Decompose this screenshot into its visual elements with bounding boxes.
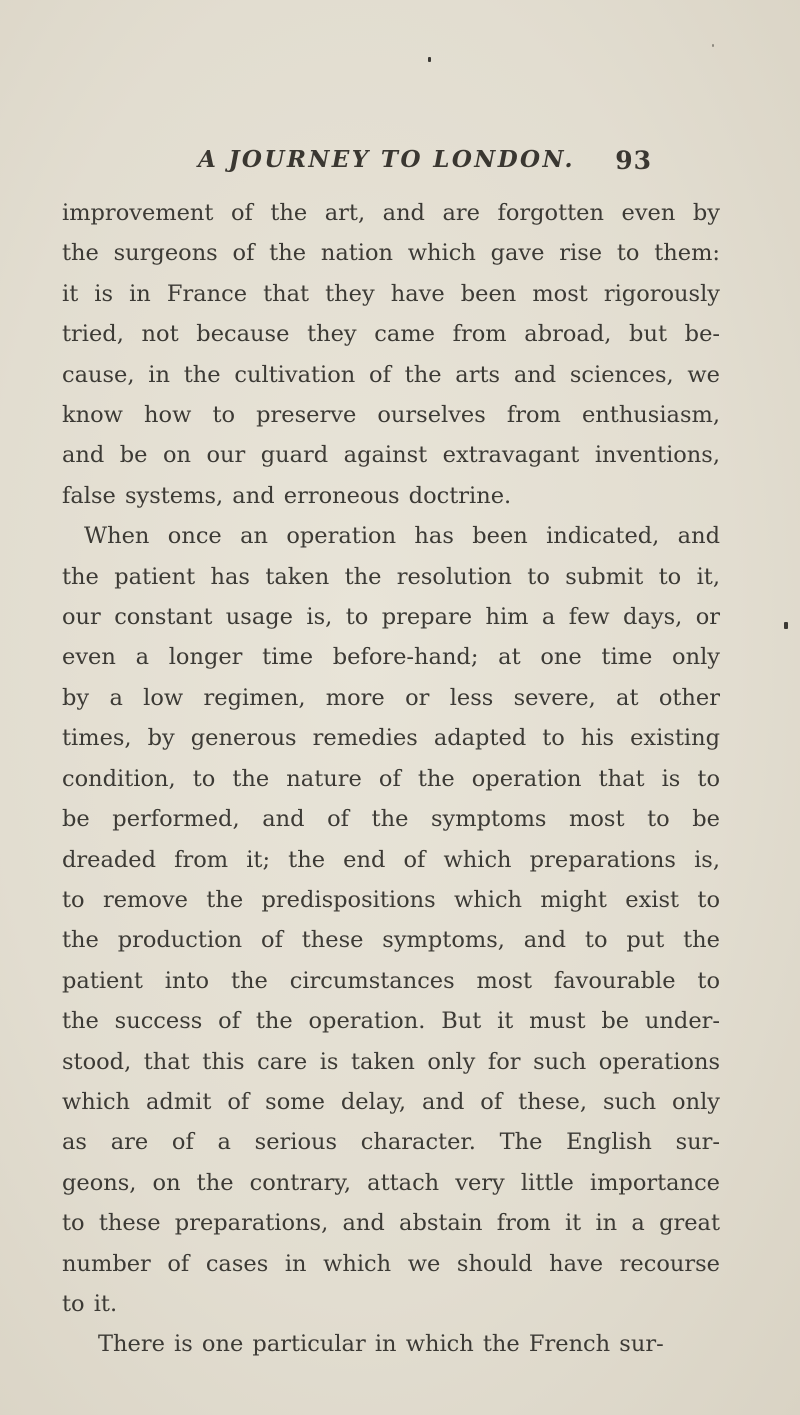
text-line: by a low regimen, more or less severe, at other — [62, 684, 720, 711]
text-line: There is one particular in which the French sur- — [98, 1331, 664, 1358]
text-line: the success of the operation. But it must be under- — [62, 1008, 720, 1035]
text-line: which admit of some delay, and of these, such only — [62, 1088, 720, 1115]
paragraph-2 — [62, 516, 720, 1324]
text-line: When once an operation has been indicated, and — [84, 523, 720, 550]
paper-speck — [784, 622, 788, 629]
text-line: know how to preserve ourselves from enthusiasm, — [62, 402, 720, 429]
text-line: it is in France that they have been most rigorously — [62, 280, 720, 307]
text-line: be performed, and of the symptoms most to be — [62, 806, 720, 833]
text-line: the surgeons of the nation which gave rise to them: — [62, 240, 720, 267]
text-line: dreaded from it; the end of which preparations is, — [62, 846, 720, 873]
text-line: the production of these symptoms, and to put the — [62, 927, 720, 954]
paper-speck — [712, 44, 714, 47]
text-line: times, by generous remedies adapted to his existing — [62, 725, 720, 752]
text-line: false systems, and erroneous doctrine. — [62, 482, 512, 509]
text-line: tried, not because they came from abroad, but be- — [62, 321, 720, 348]
text-line: to it. — [62, 1290, 118, 1317]
text-line: condition, to the nature of the operation that is to — [62, 765, 720, 792]
text-line: even a longer time before-hand; at one time only — [62, 644, 720, 671]
text-line: geons, on the contrary, attach very little importance — [62, 1169, 720, 1196]
body-text — [62, 193, 720, 1365]
text-line: improvement of the art, and are forgotten even by — [62, 200, 720, 226]
text-line: patient into the circumstances most favourable to — [62, 967, 720, 994]
paragraph-3 — [62, 1324, 720, 1364]
text-line: the patient has taken the resolution to submit to it, — [62, 563, 720, 590]
running-title: A JOURNEY TO LONDON. — [198, 146, 575, 173]
text-line: cause, in the cultivation of the arts and sciences, we — [62, 361, 720, 388]
text-line: number of cases in which we should have recourse — [62, 1250, 720, 1277]
text-line: as are of a serious character. The English sur- — [62, 1129, 720, 1156]
text-line: to remove the predispositions which might exist to — [62, 886, 720, 913]
paragraph-1 — [62, 193, 720, 516]
text-line: to these preparations, and abstain from it in a great — [62, 1210, 720, 1237]
text-line: stood, that this care is taken only for such operations — [62, 1048, 720, 1075]
text-line: our constant usage is, to prepare him a few days, or — [62, 604, 720, 631]
running-head — [198, 146, 652, 186]
text-line: and be on our guard against extravagant inventions, — [62, 442, 720, 469]
page-number: 93 — [615, 146, 652, 175]
paper-speck — [428, 57, 431, 62]
